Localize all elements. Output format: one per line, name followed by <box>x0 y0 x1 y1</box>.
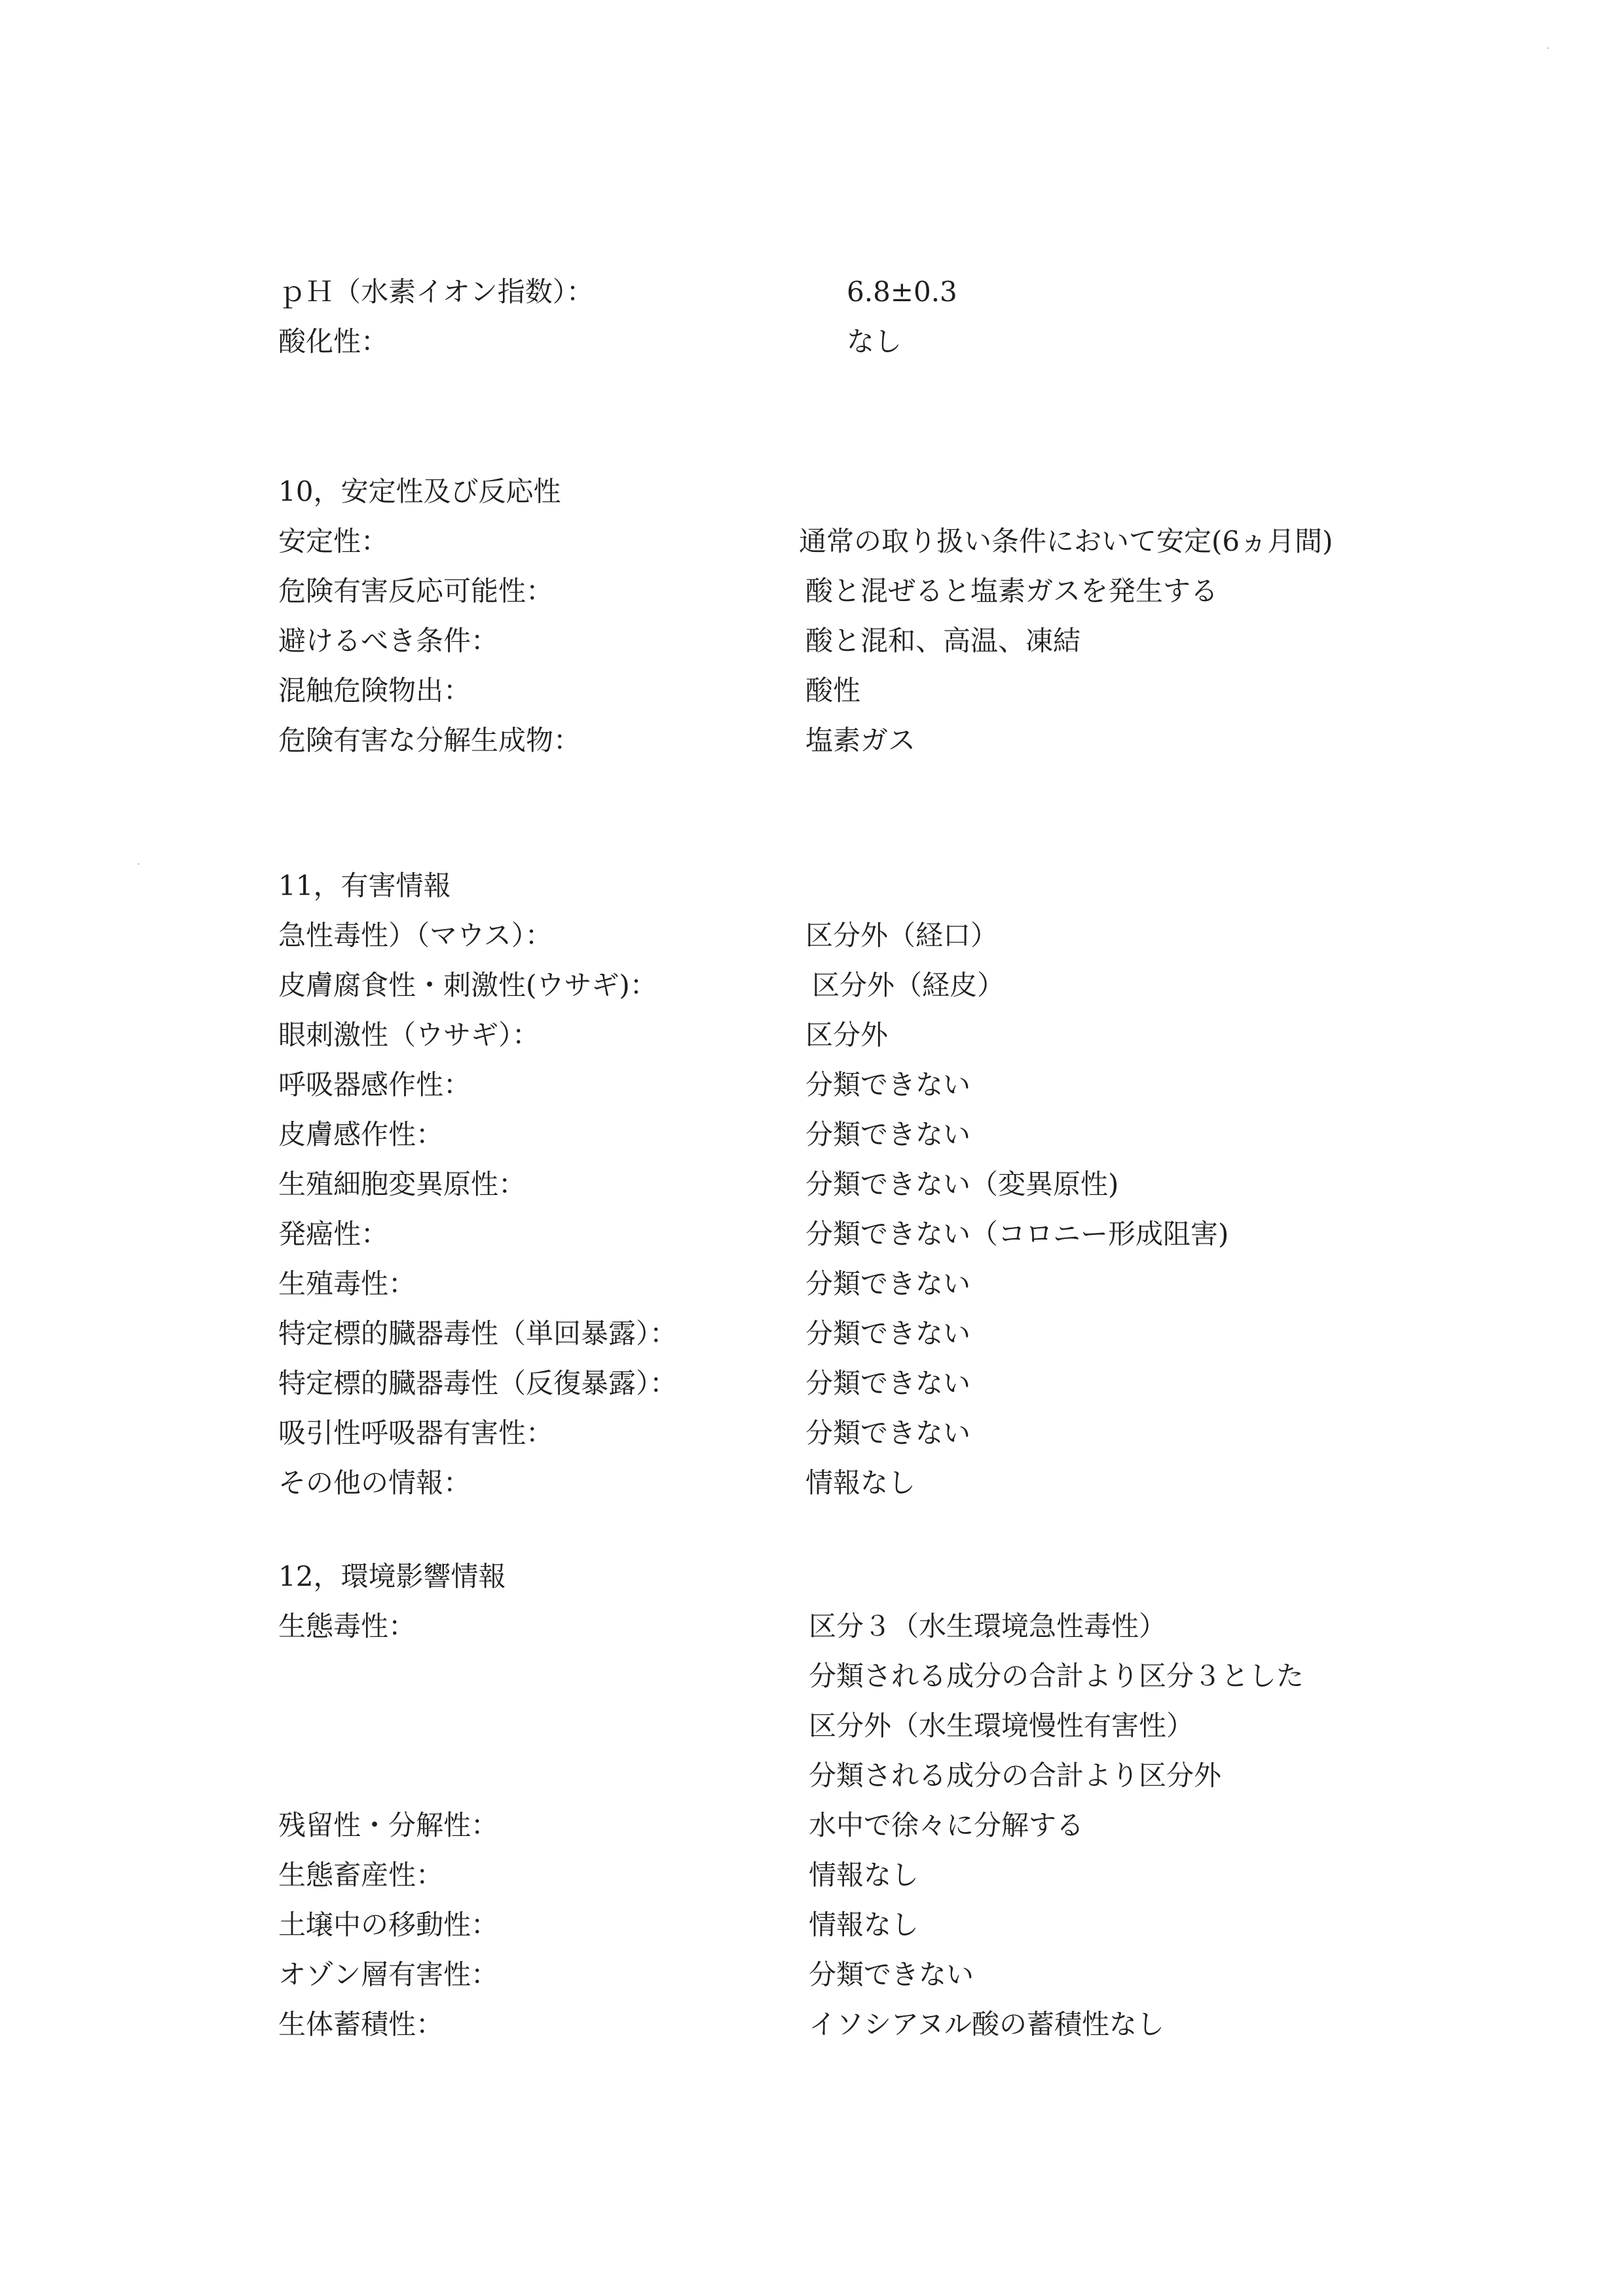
ecotoxicity-line: 区分外（水生環境慢性有害性） <box>809 1710 1194 1742</box>
ph-label: ｐＨ（水素イオン指数）： <box>278 276 594 308</box>
physical-row-oxidizing <box>278 317 1457 367</box>
conditions-to-avoid-value: 酸と混和、高温、凍結 <box>805 625 1081 657</box>
soil-mobility-label: 土壌中の移動性： <box>278 1909 499 1941</box>
ecotoxicity-line: 分類される成分の合計より区分３とした <box>809 1660 1304 1692</box>
ecotoxicity-line: 分類される成分の合計より区分外 <box>809 1759 1222 1791</box>
section-11-row <box>278 1309 1457 1359</box>
bio-accumulation-label: 生体蓄積性： <box>278 2008 444 2040</box>
stot-single-label: 特定標的臓器毒性（単回暴露）： <box>278 1317 678 1349</box>
section-10-row <box>278 716 1457 765</box>
stot-repeated-label: 特定標的臓器毒性（反復暴露）： <box>278 1367 678 1399</box>
section-11-row <box>278 1458 1457 1508</box>
section-10-row <box>278 616 1457 666</box>
reproductive-toxicity-label: 生殖毒性： <box>278 1268 416 1300</box>
section-11-row <box>278 911 1457 961</box>
skin-sensitization-value: 分類できない <box>805 1118 971 1150</box>
ecotoxicity-row <box>278 1602 1457 1651</box>
skin-corrosion-value: 区分外（経皮） <box>812 969 1005 1001</box>
bioaccumulation-value: 情報なし <box>809 1859 919 1891</box>
section-11 <box>278 861 1457 1508</box>
incompatible-materials-value: 酸性 <box>805 674 861 707</box>
carcinogenicity-value: 分類できない（コロニー形成阻害) <box>805 1218 1229 1250</box>
persistence-value: 水中で徐々に分解する <box>809 1809 1084 1841</box>
eye-irritation-label: 眼刺激性（ウサギ）： <box>278 1019 540 1051</box>
section-11-row <box>278 961 1457 1010</box>
bioaccumulation-label: 生態畜産性： <box>278 1859 444 1891</box>
other-info-label: その他の情報： <box>278 1467 471 1499</box>
carcinogenicity-label: 発癌性： <box>278 1218 389 1250</box>
germ-cell-mutagenicity-value: 分類できない（変異原性) <box>805 1168 1119 1200</box>
section-10-row <box>278 566 1457 616</box>
scan-speck <box>1547 47 1549 49</box>
section-12-row <box>278 1850 1457 1900</box>
section-11-heading: 11，有害情報 <box>278 870 451 902</box>
decomposition-products-value: 塩素ガス <box>805 724 916 756</box>
section-11-row <box>278 1010 1457 1060</box>
soil-mobility-value: 情報なし <box>809 1909 919 1941</box>
hazardous-reactions-value: 酸と混ぜると塩素ガスを発生する <box>805 575 1219 607</box>
stability-label: 安定性： <box>278 525 389 557</box>
section-10-heading: 10，安定性及び反応性 <box>278 475 561 507</box>
section-11-row <box>278 1259 1457 1309</box>
ecotoxicity-continuation <box>278 1701 1457 1751</box>
conditions-to-avoid-label: 避けるべき条件： <box>278 625 499 657</box>
physical-row-ph <box>278 267 1457 317</box>
eye-irritation-value: 区分外 <box>805 1019 889 1051</box>
section-11-row <box>278 1060 1457 1110</box>
aspiration-hazard-label: 吸引性呼吸器有害性： <box>278 1417 554 1449</box>
other-info-value: 情報なし <box>805 1467 916 1499</box>
section-10 <box>278 467 1457 765</box>
germ-cell-mutagenicity-label: 生殖細胞変異原性： <box>278 1168 526 1200</box>
section-12-row <box>278 1950 1457 2000</box>
ecotoxicity-continuation <box>278 1651 1457 1701</box>
section-12-row <box>278 1801 1457 1850</box>
skin-corrosion-label: 皮膚腐食性・刺激性(ウサギ)： <box>278 969 657 1001</box>
reproductive-toxicity-value: 分類できない <box>805 1268 971 1300</box>
section-12 <box>278 1552 1457 2049</box>
acute-toxicity-label: 急性毒性）（マウス）： <box>278 919 553 951</box>
respiratory-sensitization-label: 呼吸器感作性： <box>278 1069 471 1101</box>
respiratory-sensitization-value: 分類できない <box>805 1069 971 1101</box>
section-10-row <box>278 666 1457 716</box>
ozone-layer-value: 分類できない <box>809 1958 974 1991</box>
section-11-row <box>278 1160 1457 1209</box>
skin-sensitization-label: 皮膚感作性： <box>278 1118 444 1150</box>
stot-single-value: 分類できない <box>805 1317 971 1349</box>
section-11-row <box>278 1408 1457 1458</box>
acute-toxicity-value: 区分外（経口） <box>805 919 999 951</box>
ecotoxicity-line: 区分３（水生環境急性毒性） <box>809 1610 1167 1642</box>
section-11-row <box>278 1209 1457 1259</box>
ph-value: 6.8±0.3 <box>847 276 957 308</box>
stability-value: 通常の取り扱い条件において安定(6ヵ月間) <box>799 525 1333 557</box>
bio-accumulation-value: イソシアヌル酸の蓄積性なし <box>809 2008 1165 2040</box>
section-11-row <box>278 1110 1457 1160</box>
ozone-layer-label: オゾン層有害性： <box>278 1958 499 1991</box>
hazardous-reactions-label: 危険有害反応可能性： <box>278 575 554 607</box>
ecotoxicity-continuation <box>278 1751 1457 1801</box>
section-12-row <box>278 1900 1457 1950</box>
stot-repeated-value: 分類できない <box>805 1367 971 1399</box>
ecotoxicity-label: 生態毒性： <box>278 1610 416 1642</box>
section-10-row <box>278 517 1457 566</box>
persistence-label: 残留性・分解性： <box>278 1809 499 1841</box>
section-11-row <box>278 1359 1457 1408</box>
decomposition-products-label: 危険有害な分解生成物： <box>278 724 581 756</box>
oxidizing-label: 酸化性： <box>278 325 389 358</box>
scan-speck <box>138 863 139 865</box>
aspiration-hazard-value: 分類できない <box>805 1417 971 1449</box>
section-12-row <box>278 2000 1457 2049</box>
incompatible-materials-label: 混触危険物出： <box>278 674 471 707</box>
section-12-heading: 12，環境影響情報 <box>278 1560 506 1592</box>
physical-properties-section <box>278 267 1457 367</box>
oxidizing-value: なし <box>847 325 902 358</box>
